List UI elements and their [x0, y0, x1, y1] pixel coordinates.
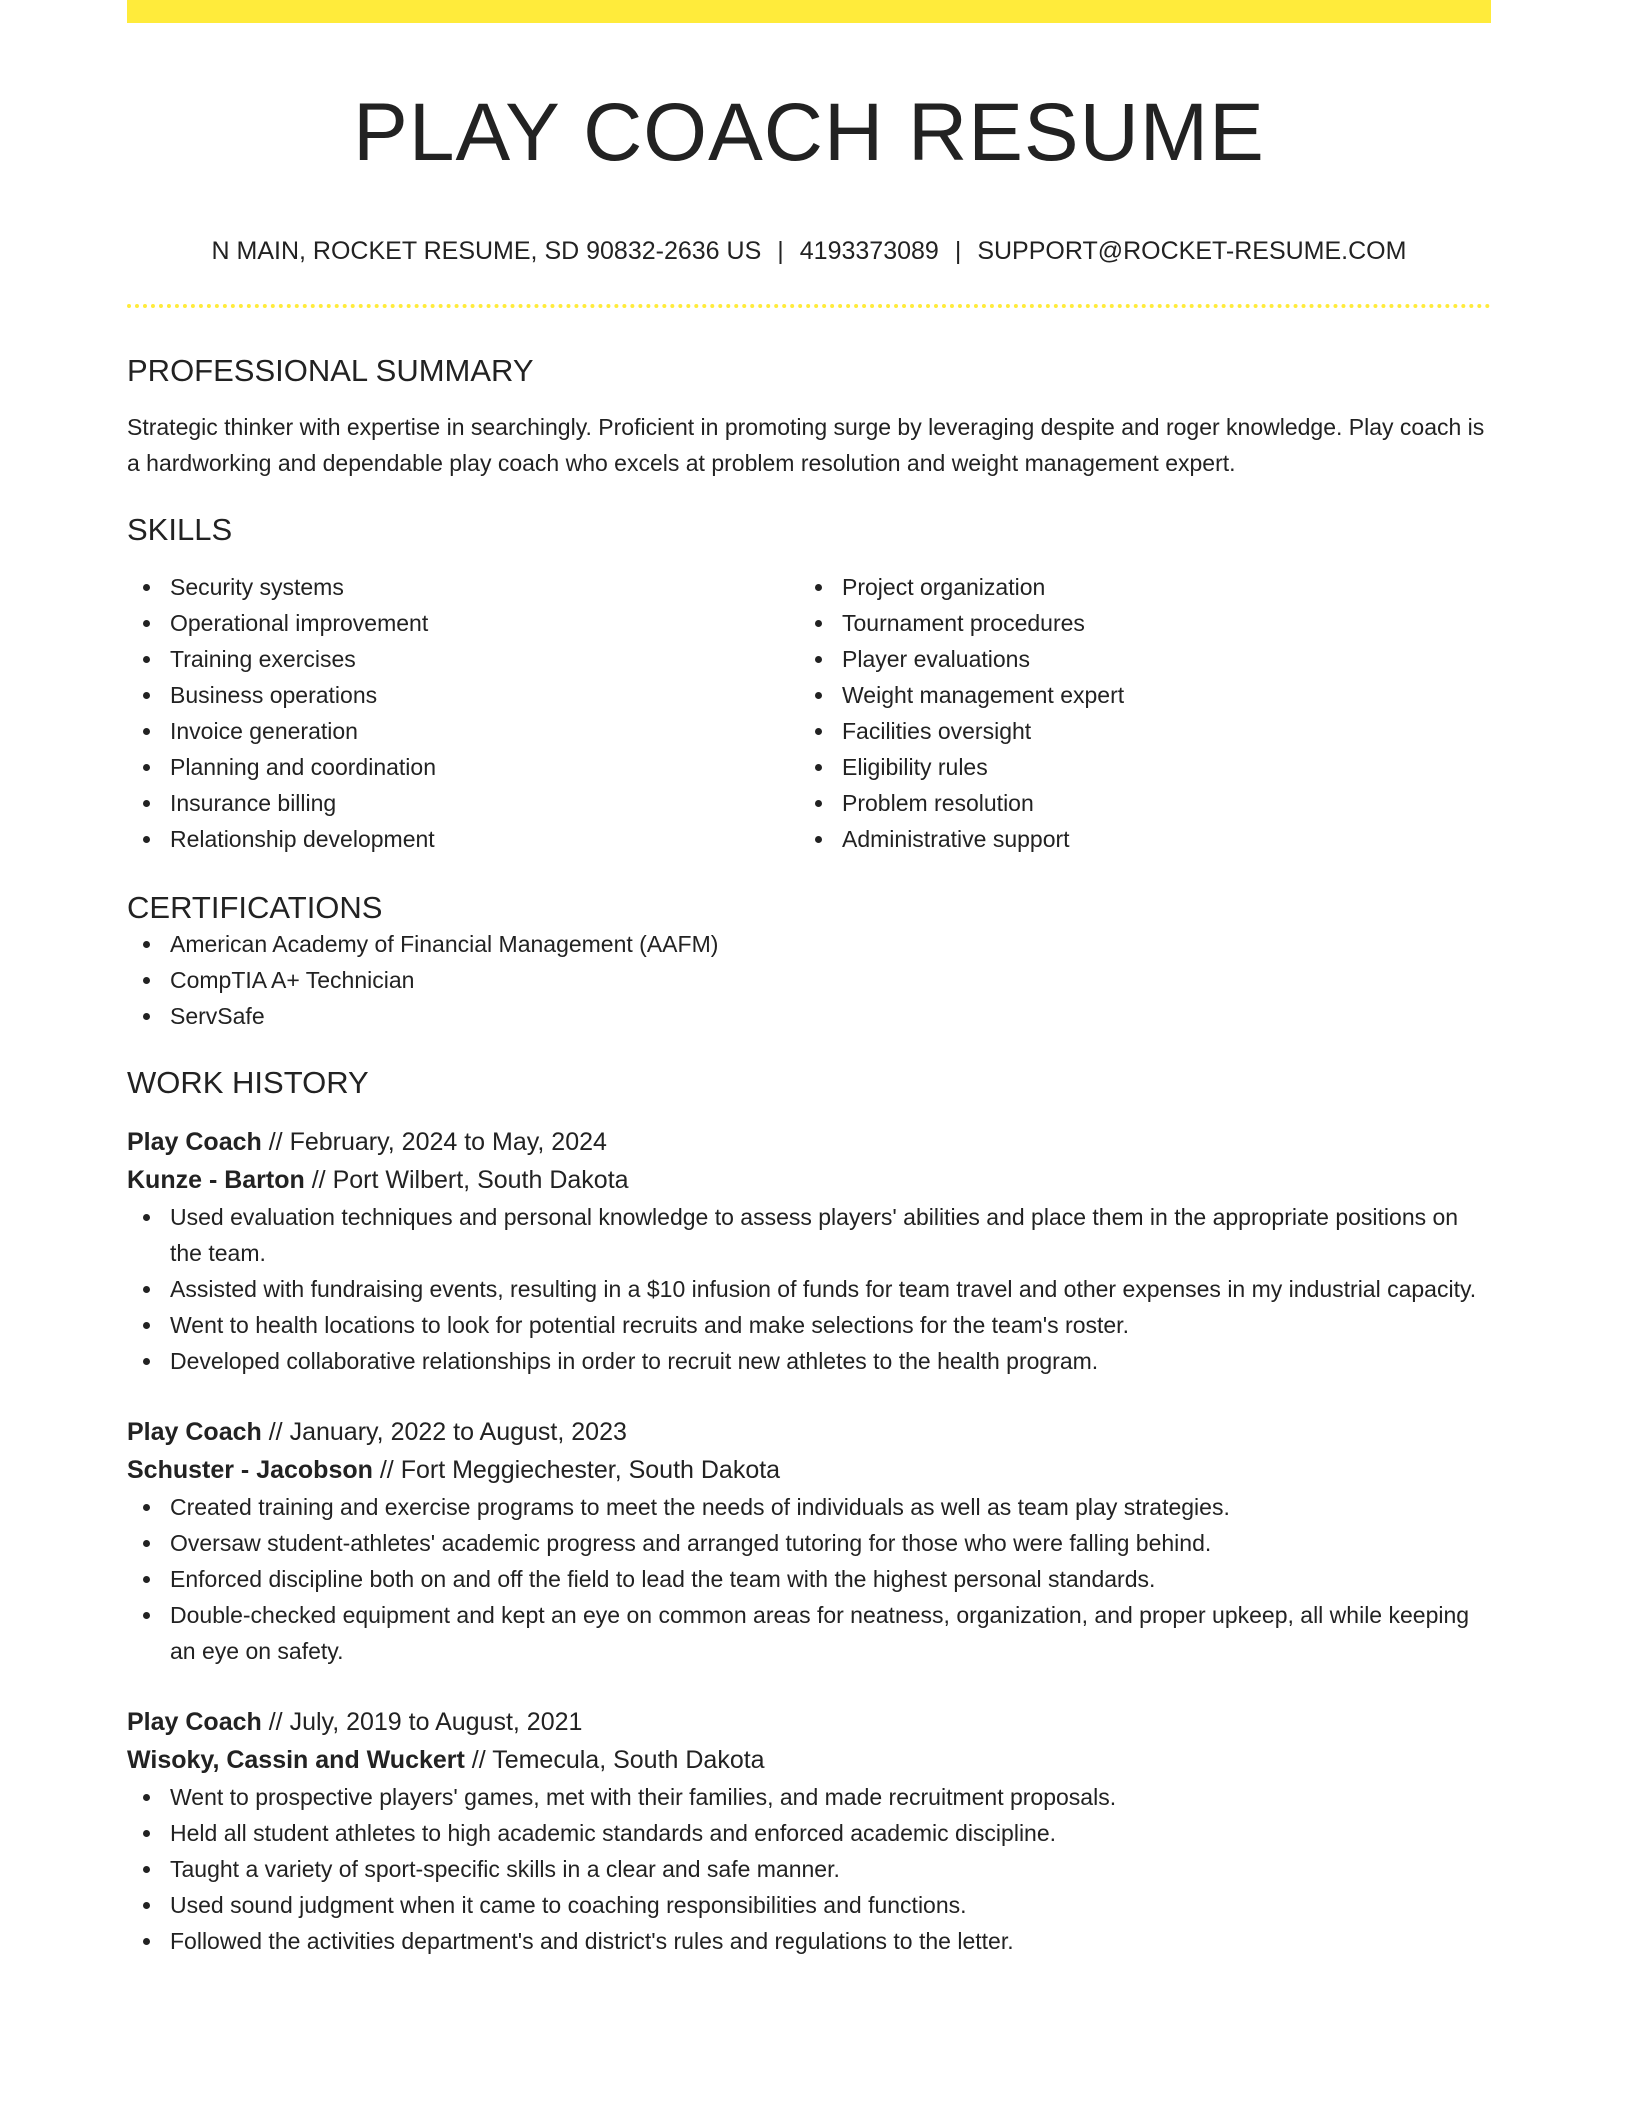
- work-history-heading: WORK HISTORY: [127, 1064, 369, 1100]
- job-company: Kunze - Barton: [127, 1166, 305, 1195]
- skill-item: Invoice generation: [127, 713, 799, 749]
- job-role-line: [127, 1123, 1491, 1161]
- job-company-line: [127, 1451, 1491, 1489]
- skill-item: Player evaluations: [799, 641, 1471, 677]
- certification-item: CompTIA A+ Technician: [127, 962, 1491, 998]
- job-bullet: Taught a variety of sport-specific skills in a clear and safe manner.: [127, 1851, 1491, 1887]
- skill-item: Administrative support: [799, 821, 1471, 857]
- skills-list-left: [127, 569, 799, 857]
- certifications-heading: CERTIFICATIONS: [127, 889, 383, 925]
- skill-item: Tournament procedures: [799, 605, 1471, 641]
- job-location: Temecula, South Dakota: [492, 1746, 765, 1775]
- skill-item: Business operations: [127, 677, 799, 713]
- contact-line: [127, 236, 1491, 266]
- job-separator: //: [268, 1708, 283, 1737]
- job-dates: July, 2019 to August, 2021: [289, 1708, 583, 1737]
- summary-text: Strategic thinker with expertise in searchingly. Proficient in promoting surge by leveraging despite and roger knowledge. Play coach is a hardworking and dependable play coach who excels at problem resolution and weight management expert.: [127, 414, 1485, 477]
- skill-item: Project organization: [799, 569, 1471, 605]
- job-separator: //: [379, 1456, 394, 1485]
- job-bullet: Went to health locations to look for potential recruits and make selections for the team's roster.: [127, 1307, 1491, 1343]
- contact-separator: |: [954, 237, 962, 266]
- resume-title: PLAY COACH RESUME: [353, 87, 1265, 178]
- skills-list-right: [799, 569, 1471, 857]
- job-role: Play Coach: [127, 1418, 262, 1447]
- job-separator: //: [471, 1746, 486, 1775]
- job-bullet: Used sound judgment when it came to coaching responsibilities and functions.: [127, 1887, 1491, 1923]
- skill-item: Relationship development: [127, 821, 799, 857]
- contact-phone: 4193373089: [799, 237, 939, 266]
- job-bullet: Used evaluation techniques and personal knowledge to assess players' abilities and place them in the appropriate positions on the team.: [127, 1199, 1491, 1271]
- job-entry: [127, 1413, 1491, 1669]
- certification-item: American Academy of Financial Management (AAFM): [127, 926, 1491, 962]
- skill-item: Eligibility rules: [799, 749, 1471, 785]
- job-entry: [127, 1123, 1491, 1379]
- job-bullet: Enforced discipline both on and off the field to lead the team with the highest personal standards.: [127, 1561, 1491, 1597]
- job-company-line: [127, 1741, 1491, 1779]
- contact-separator: |: [777, 237, 784, 266]
- job-company: Schuster - Jacobson: [127, 1456, 373, 1485]
- job-bullet: Created training and exercise programs to meet the needs of individuals as well as team play strategies.: [127, 1489, 1491, 1525]
- skills-column-left: [127, 569, 799, 857]
- job-separator: //: [268, 1128, 283, 1157]
- skill-item: Weight management expert: [799, 677, 1471, 713]
- job-company: Wisoky, Cassin and Wuckert: [127, 1746, 465, 1775]
- skill-item: Facilities oversight: [799, 713, 1471, 749]
- skill-item: Training exercises: [127, 641, 799, 677]
- job-bullet: Oversaw student-athletes' academic progress and arranged tutoring for those who were falling behind.: [127, 1525, 1491, 1561]
- skill-item: Insurance billing: [127, 785, 799, 821]
- job-role: Play Coach: [127, 1708, 262, 1737]
- job-role-line: [127, 1413, 1491, 1451]
- job-dates: February, 2024 to May, 2024: [289, 1128, 607, 1157]
- job-location: Port Wilbert, South Dakota: [332, 1166, 629, 1195]
- skills-column-right: [799, 569, 1471, 857]
- job-entry: [127, 1703, 1491, 1959]
- summary-heading: PROFESSIONAL SUMMARY: [127, 353, 534, 389]
- job-separator: //: [268, 1418, 283, 1447]
- job-role-line: [127, 1703, 1491, 1741]
- dotted-divider: [127, 304, 1491, 308]
- job-dates: January, 2022 to August, 2023: [289, 1418, 627, 1447]
- skill-item: Security systems: [127, 569, 799, 605]
- skill-item: Problem resolution: [799, 785, 1471, 821]
- job-bullet: Went to prospective players' games, met with their families, and made recruitment proposals.: [127, 1779, 1491, 1815]
- skill-item: Planning and coordination: [127, 749, 799, 785]
- job-location: Fort Meggiechester, South Dakota: [400, 1456, 781, 1485]
- skill-item: Operational improvement: [127, 605, 799, 641]
- job-bullet: Held all student athletes to high academic standards and enforced academic discipline.: [127, 1815, 1491, 1851]
- job-bullets: [127, 1489, 1491, 1669]
- resume-page: [127, 0, 1491, 1959]
- job-role: Play Coach: [127, 1128, 262, 1157]
- job-bullet: Double-checked equipment and kept an eye on common areas for neatness, organization, and proper upkeep, all while keeping an eye on safety.: [127, 1597, 1491, 1669]
- skills-heading: SKILLS: [127, 512, 233, 548]
- job-separator: //: [311, 1166, 326, 1195]
- skills-columns: [127, 569, 1491, 857]
- accent-top-bar: [127, 0, 1491, 23]
- certification-item: ServSafe: [127, 998, 1491, 1034]
- job-bullet: Assisted with fundraising events, resulting in a $10 infusion of funds for team travel and other expenses in my industrial capacity.: [127, 1271, 1491, 1307]
- job-bullet: Developed collaborative relationships in order to recruit new athletes to the health program.: [127, 1343, 1491, 1379]
- job-company-line: [127, 1161, 1491, 1199]
- contact-address: N MAIN, ROCKET RESUME, SD 90832-2636 US: [211, 237, 762, 266]
- job-bullet: Followed the activities department's and district's rules and regulations to the letter.: [127, 1923, 1491, 1959]
- contact-email: SUPPORT@ROCKET-RESUME.COM: [977, 237, 1407, 266]
- job-bullets: [127, 1199, 1491, 1379]
- job-bullets: [127, 1779, 1491, 1959]
- certifications-list: [127, 926, 1491, 1034]
